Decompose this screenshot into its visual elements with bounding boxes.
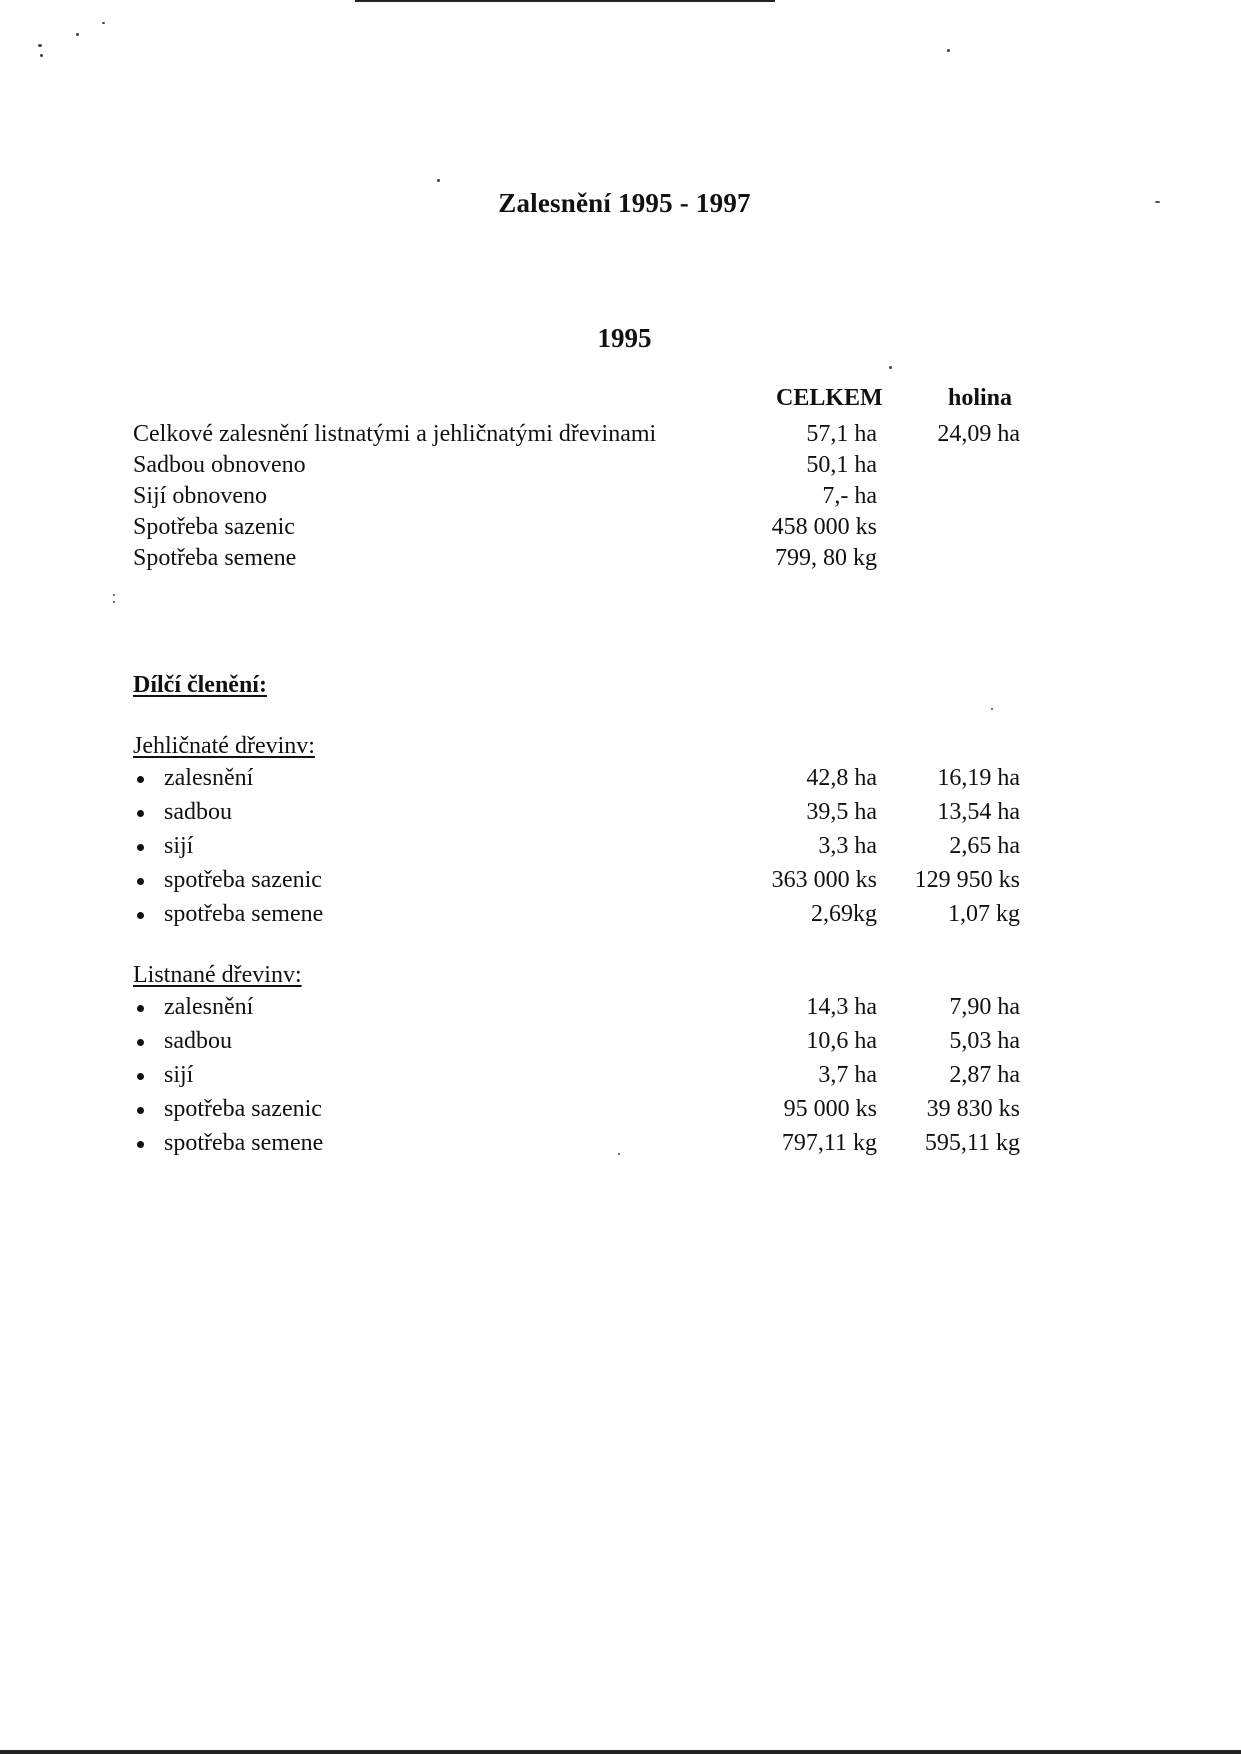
document-title: Zalesnění 1995 - 1997 <box>498 188 751 218</box>
total-value: 797,11 kg <box>781 1130 877 1156</box>
total-value: 10,6 ha <box>806 1028 877 1054</box>
clearing-value: 7,90 ha <box>949 994 1020 1020</box>
bullet-icon <box>137 844 144 851</box>
bullet-icon <box>137 1073 144 1080</box>
bullet-icon <box>137 776 144 783</box>
row-label: spotřeba sazenic <box>164 1096 322 1122</box>
total-value: 95 000 ks <box>783 1096 877 1122</box>
clearing-value: 2,87 ha <box>949 1062 1020 1088</box>
bullet-icon <box>137 810 144 817</box>
clearing-value: 129 950 ks <box>914 867 1020 893</box>
scan-speck <box>40 54 43 57</box>
summary-row <box>133 449 1053 481</box>
breakdown-heading: Dílčí členění: <box>133 672 267 698</box>
row-label: Sijí obnoveno <box>133 483 268 509</box>
group-title-broadleaves: Listnané dřevinv: <box>133 962 302 988</box>
group-title-conifers: Jehličnaté dřevinv: <box>133 733 315 759</box>
list-item <box>133 1025 1053 1057</box>
list-item <box>133 830 1053 862</box>
list-item <box>133 1059 1053 1091</box>
row-label: Spotřeba sazenic <box>133 514 295 540</box>
summary-row <box>133 480 1053 512</box>
total-value: 57,1 ha <box>806 421 877 447</box>
list-item <box>133 796 1053 828</box>
total-value: 3,7 ha <box>818 1062 877 1088</box>
row-label: sadbou <box>164 799 232 825</box>
total-value: 363 000 ks <box>771 867 877 893</box>
clearing-value: 595,11 kg <box>924 1130 1020 1156</box>
clearing-value: 13,54 ha <box>937 799 1020 825</box>
bullet-icon <box>137 1005 144 1012</box>
scan-speck <box>38 44 42 47</box>
total-value: 14,3 ha <box>806 994 877 1020</box>
clearing-value: 39 830 ks <box>926 1096 1020 1122</box>
list-item <box>133 864 1053 896</box>
total-value: 50,1 ha <box>806 452 877 478</box>
row-label: Sadbou obnoveno <box>133 452 306 478</box>
total-value: 458 000 ks <box>771 514 877 540</box>
total-value: 2,69kg <box>811 901 877 927</box>
list-item <box>133 1093 1053 1125</box>
list-item <box>133 762 1053 794</box>
row-label: sijí <box>164 1062 194 1088</box>
row-label: zalesnění <box>164 994 254 1020</box>
scan-speck <box>991 708 993 710</box>
scan-speck <box>113 594 115 596</box>
list-item <box>133 991 1053 1023</box>
total-value: 42,8 ha <box>806 765 877 791</box>
clearing-value: 2,65 ha <box>949 833 1020 859</box>
bullet-icon <box>137 1039 144 1046</box>
row-label: Spotřeba semene <box>133 545 297 571</box>
column-header-clearing: holina <box>948 385 1013 411</box>
bullet-icon <box>137 878 144 885</box>
scan-speck <box>76 33 79 36</box>
scan-speck <box>947 49 950 52</box>
year-heading: 1995 <box>597 323 652 353</box>
clearing-value: 16,19 ha <box>937 765 1020 791</box>
row-label: sijí <box>164 833 194 859</box>
summary-row <box>133 542 1053 574</box>
row-label: spotřeba semene <box>164 1130 324 1156</box>
total-value: 39,5 ha <box>806 799 877 825</box>
bottom-scan-edge <box>0 1750 1241 1754</box>
list-item <box>133 1127 1053 1159</box>
bullet-icon <box>137 912 144 919</box>
bullet-icon <box>137 1141 144 1148</box>
scan-speck <box>437 179 440 182</box>
clearing-value: 24,09 ha <box>937 421 1020 447</box>
total-value: 3,3 ha <box>818 833 877 859</box>
summary-row <box>133 418 1053 450</box>
total-value: 7,- ha <box>822 483 877 509</box>
scan-speck <box>113 601 115 603</box>
clearing-value: 5,03 ha <box>949 1028 1020 1054</box>
top-scan-edge <box>355 0 775 2</box>
column-header-total: CELKEM <box>776 385 883 411</box>
clearing-value: 1,07 kg <box>948 901 1020 927</box>
total-value: 799, 80 kg <box>775 545 877 571</box>
row-label: zalesnění <box>164 765 254 791</box>
bullet-icon <box>137 1107 144 1114</box>
row-label: Celkové zalesnění listnatými a jehličnatými dřevinami <box>133 421 657 447</box>
summary-row <box>133 511 1053 543</box>
row-label: sadbou <box>164 1028 232 1054</box>
list-item <box>133 898 1053 930</box>
row-label: spotřeba sazenic <box>164 867 322 893</box>
scan-speck <box>889 366 892 369</box>
scan-speck <box>102 22 105 24</box>
row-label: spotřeba semene <box>164 901 324 927</box>
